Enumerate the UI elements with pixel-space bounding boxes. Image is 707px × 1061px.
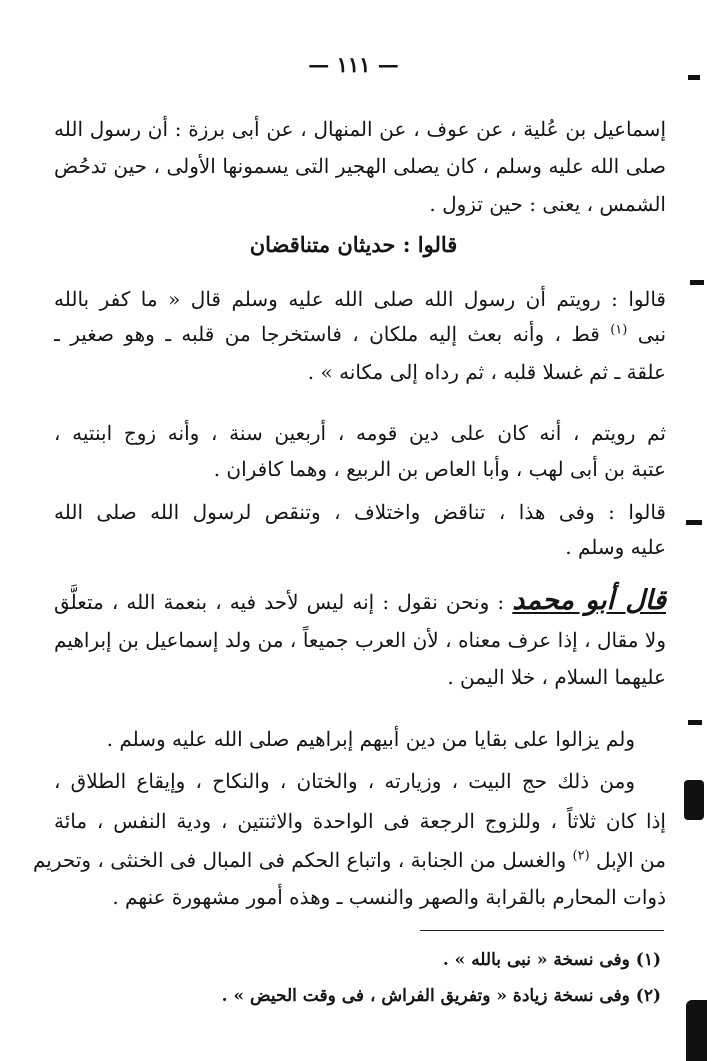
- text-fragment: من الإبل: [596, 848, 666, 872]
- text-line: عليه وسلم .: [565, 535, 666, 559]
- section-heading: قالوا : حديثان متناقضان: [249, 232, 458, 257]
- text-line: عليهما السلام ، خلا اليمن .: [447, 665, 666, 689]
- text-line: قالوا : رويتم أن رسول الله صلى الله عليه وسلم قال « ما كفر بالله: [54, 287, 666, 311]
- text-line: علقة ـ ثم غسلا قلبه ، ثم رداه إلى مكانه » .: [307, 360, 666, 384]
- text-line: ولا مقال ، إذا عرف معناه ، لأن العرب جميعاً ، من ولد إسماعيل بن إبراهيم: [54, 628, 666, 652]
- text-line: [54, 586, 666, 617]
- footnote-reference: (٢): [572, 848, 590, 864]
- text-line: [33, 845, 666, 875]
- text-line: ومن ذلك حج البيت ، وزيارته ، والختان ، والنكاح ، وإيقاع الطلاق ،: [54, 769, 635, 793]
- footnote: (٢) وفى نسخة زيادة « وتفريق الفراش ، فى وقت الحيض » .: [221, 986, 661, 1006]
- text-line: قالوا : وفى هذا ، تناقض واختلاف ، وتنقص لرسول الله صلى الله: [54, 500, 666, 524]
- scan-edge-mark: [686, 1000, 707, 1061]
- text-line: عتبة بن أبى لهب ، وأبا العاص بن الربيع ، وهما كافران .: [213, 457, 666, 481]
- author-heading: قال أبو محمد: [512, 585, 667, 616]
- text-line: صلى الله عليه وسلم ، كان يصلى الهجير التى يسمونها الأولى ، حين تدحُض: [54, 154, 667, 178]
- text-line: ذوات المحارم بالقرابة والصهر والنسب ـ وهذه أمور مشهورة عنهم .: [112, 885, 666, 909]
- text-line: الشمس ، يعنى : حين تزول .: [429, 192, 666, 216]
- footnote-divider: [420, 930, 664, 931]
- scan-edge-mark: [684, 780, 704, 820]
- text-line: ثم رويتم ، أنه كان على دين قومه ، أربعين سنة ، وأنه زوج ابنتيه ،: [54, 421, 666, 445]
- text-line: [54, 319, 666, 349]
- scan-edge-mark: [688, 75, 700, 80]
- scan-edge-mark: [690, 280, 704, 285]
- text-fragment: والغسل من الجنابة ، واتباع الحكم فى المبال فى الخنثى ، وتحريم: [33, 848, 567, 872]
- text-fragment: نبى: [637, 322, 667, 346]
- text-line: ولم يزالوا على بقايا من دين أبيهم إبراهيم صلى الله عليه وسلم .: [106, 727, 635, 751]
- text-line: إسماعيل بن عُلية ، عن عوف ، عن المنهال ، عن أبى برزة : أن رسول الله: [54, 117, 666, 141]
- page-number: — ١١١ —: [308, 52, 399, 77]
- text-fragment: قط ، وأنه بعث إليه ملكان ، فاستخرجا من قلبه ـ وهو صغير ـ: [54, 322, 600, 346]
- text-fragment: : ونحن نقول : إنه ليس لأحد فيه ، بنعمة الله ، متعلَّق: [54, 590, 505, 614]
- scan-edge-mark: [688, 720, 702, 725]
- footnote-reference: (١): [610, 322, 628, 338]
- footnote: (١) وفى نسخة « نبى بالله » .: [442, 950, 661, 970]
- text-line: إذا كان ثلاثاً ، وللزوج الرجعة فى الواحدة والاثنتين ، ودية النفس ، مائة: [54, 809, 666, 833]
- scan-edge-mark: [686, 520, 702, 525]
